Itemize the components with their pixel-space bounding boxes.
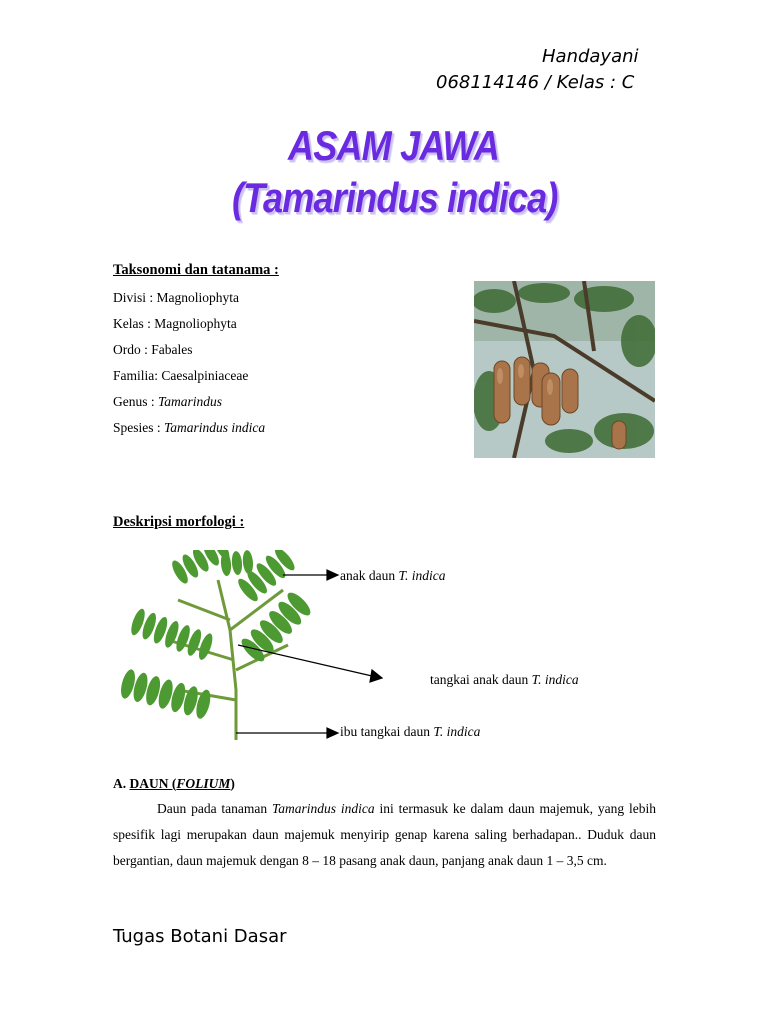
- taxonomy-label: Kelas :: [113, 316, 155, 331]
- author-id-class: 068114146 / Kelas : C: [436, 72, 635, 93]
- morphology-heading: Deskripsi morfologi :: [113, 514, 245, 530]
- taxonomy-label: Spesies :: [113, 420, 165, 435]
- label-anak-daun: anak daun T. indica: [340, 568, 446, 583]
- taxonomy-value: Magnoliophyta: [154, 316, 237, 331]
- author-name: Handayani: [542, 46, 639, 67]
- leaf-stems: [168, 580, 288, 740]
- title-line1: ASAM JAWA: [288, 122, 500, 169]
- taxonomy-value: Fabales: [151, 342, 193, 357]
- taxonomy-row: [113, 363, 453, 389]
- taxonomy-label: Ordo :: [113, 342, 152, 357]
- taxonomy-row: [113, 389, 453, 415]
- taxonomy-value: Caesalpiniaceae: [161, 368, 249, 383]
- section-a-paragraph: Daun pada tanaman Tamarindus indica ini termasuk ke dalam daun majemuk, yang lebih spesifik lagi merupakan daun majemuk menyirip genap karena saling berhadapan.. Duduk daun bergantian, daun majemuk dengan 8 – 18 pasang anak daun, panjang anak daun 1 – 3,5 cm.: [113, 801, 656, 868]
- author-block: [436, 44, 676, 96]
- footer-text: Tugas Botani Dasar: [113, 926, 287, 947]
- label-tangkai-anak-daun: tangkai anak daun T. indica: [430, 672, 579, 687]
- title-line2: (Tamarindus indica): [232, 174, 558, 221]
- section-a-heading: A. DAUN (FOLIUM): [113, 776, 235, 791]
- taxonomy-label: Divisi :: [113, 290, 157, 305]
- label-ibu-tangkai-daun: ibu tangkai daun T. indica: [340, 724, 481, 739]
- taxonomy-value: Tamarindus indica: [164, 420, 266, 435]
- taxonomy-label: Genus :: [113, 394, 158, 409]
- leaf-diagram: [118, 550, 518, 750]
- taxonomy-row: [113, 285, 453, 311]
- taxonomy-value: Tamarindus: [158, 394, 223, 409]
- taxonomy-row: [113, 311, 453, 337]
- tamarind-pod-photo: [474, 281, 655, 458]
- taxonomy-value: Magnoliophyta: [156, 290, 240, 305]
- taxonomy-row: [113, 415, 453, 441]
- taxonomy-list: [113, 285, 453, 441]
- taxonomy-label: Familia:: [113, 368, 162, 383]
- taxonomy-row: [113, 337, 453, 363]
- taxonomy-heading: Taksonomi dan tatanama :: [113, 262, 279, 278]
